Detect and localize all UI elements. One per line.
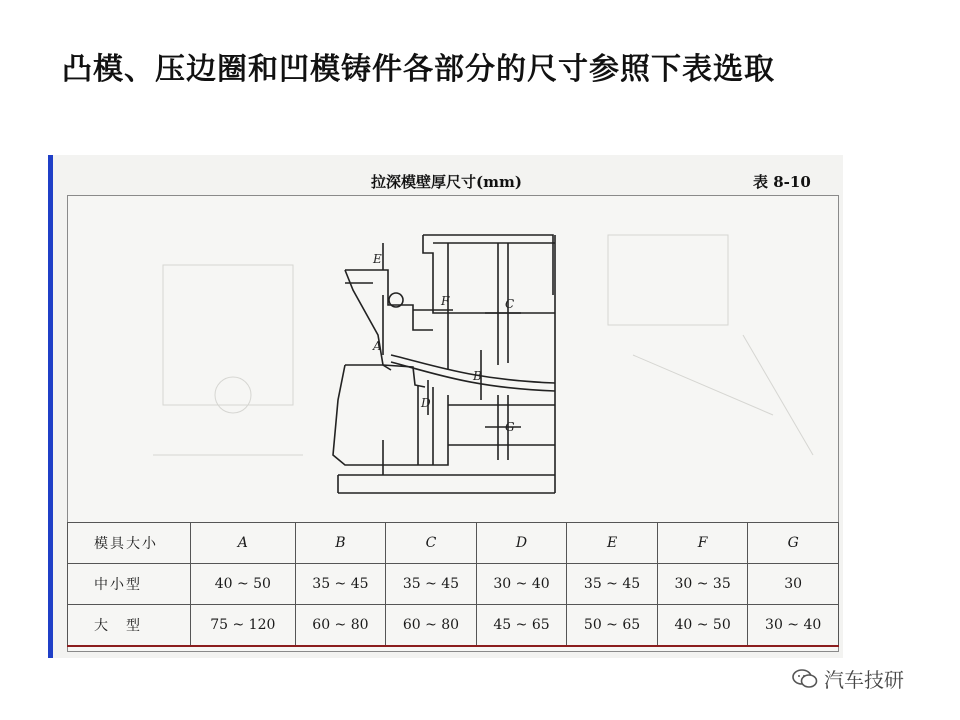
column-header: B — [295, 523, 386, 564]
table-cell: 60 ~ 80 — [295, 605, 386, 647]
table-cell: 40 ~ 50 — [191, 564, 296, 605]
figure-caption: 拉深模壁厚尺寸(mm) — [371, 173, 522, 191]
table-cell: 45 ~ 65 — [476, 605, 567, 647]
dim-label-G: G — [505, 420, 515, 434]
watermark — [792, 664, 904, 693]
column-header: G — [748, 523, 839, 564]
dim-label-E: E — [373, 252, 382, 266]
dim-label-F: F — [441, 294, 450, 308]
dim-label-D: D — [421, 396, 431, 410]
table-cell: 30 ~ 40 — [476, 564, 567, 605]
table-cell: 30 — [748, 564, 839, 605]
page-title: 凸模、压边圈和凹模铸件各部分的尺寸参照下表选取 — [62, 52, 775, 87]
wall-thickness-table — [67, 522, 839, 647]
table-cell: 35 ~ 45 — [295, 564, 386, 605]
table-cell: 40 ~ 50 — [657, 605, 748, 647]
scanned-figure — [53, 155, 843, 658]
table-row — [68, 605, 839, 647]
column-header: E — [567, 523, 658, 564]
column-header: C — [386, 523, 477, 564]
table-cell: 50 ~ 65 — [567, 605, 658, 647]
table-cell: 大 型 — [68, 605, 191, 647]
column-header: F — [657, 523, 748, 564]
table-cell: 30 ~ 35 — [657, 564, 748, 605]
column-header: A — [191, 523, 296, 564]
dim-label-C: C — [505, 297, 515, 311]
column-header: 模具大小 — [68, 523, 191, 564]
table-cell: 35 ~ 45 — [386, 564, 477, 605]
dim-label-A: A — [373, 339, 382, 353]
wechat-icon — [792, 669, 818, 689]
table-cell: 75 ~ 120 — [191, 605, 296, 647]
table-row — [68, 564, 839, 605]
table-reference: 表 8-10 — [753, 173, 811, 191]
table-cell: 30 ~ 40 — [748, 605, 839, 647]
table-cell: 60 ~ 80 — [386, 605, 477, 647]
column-header: D — [476, 523, 567, 564]
table-cell: 35 ~ 45 — [567, 564, 658, 605]
table-header-row — [68, 523, 839, 564]
watermark-text: 汽车技研 — [824, 668, 904, 692]
table-cell: 中小型 — [68, 564, 191, 605]
dim-label-B: B — [473, 369, 482, 383]
